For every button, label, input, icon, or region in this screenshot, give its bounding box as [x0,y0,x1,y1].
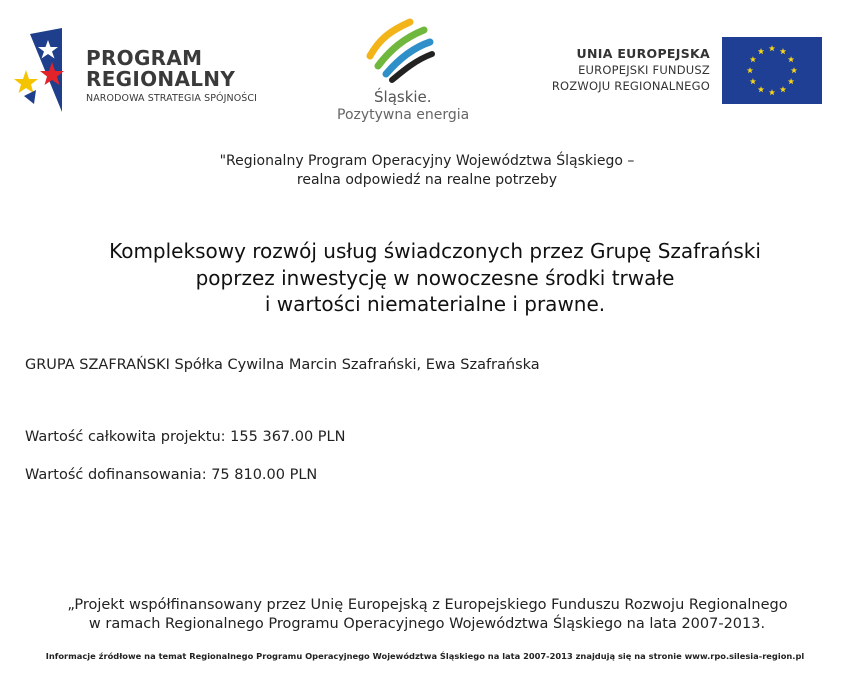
project-title [0,238,854,318]
program-regionalny-star-icon [10,26,72,116]
beneficiary-name: GRUPA SZAFRAŃSKI Spółka Cywilna Marcin Szafrański, Ewa Szafrańska [25,357,540,373]
program-motto [0,152,854,190]
slaskie-waves-icon [366,16,436,84]
project-title-line-2: poprzez inwestycję w nowoczesne środki trwałe [195,265,675,290]
slaskie-logo [330,16,470,128]
eu-logo-fund-line2: ROZWOJU REGIONALNEGO [551,79,710,93]
program-logo-title-line1: PROGRAM [86,46,203,70]
cofinancing-statement-line-1: „Projekt współfinansowany przez Unię Europejską z Europejskiego Funduszu Rozwoju Regionalnego [67,597,788,613]
program-logo-subtitle: NARODOWA STRATEGIA SPÓJNOŚCI [86,93,258,104]
cofinancing-value: Wartość dofinansowania: 75 810.00 PLN [25,467,318,483]
eu-fund-logo [530,36,830,106]
motto-line-2: realna odpowiedź na realne potrzeby [296,172,558,188]
program-regionalny-logo [10,26,290,116]
cofinancing-statement-line-2: w ramach Regionalnego Programu Operacyjnego Województwa Śląskiego na lata 2007-2013. [88,616,766,632]
project-title-line-3: i wartości niematerialne i prawne. [264,292,606,316]
slaskie-logo-tagline: Pozytywna energia [337,107,470,123]
cofinancing-statement [0,596,854,634]
project-title-line-1: Kompleksowy rozwój usług świadczonych przez Grupę Szafrański [109,239,761,263]
program-logo-title-line2: REGIONALNY [86,67,236,91]
eu-flag-icon [722,37,822,104]
slaskie-logo-name: Śląskie. [374,88,432,106]
eu-logo-title: UNIA EUROPEJSKA [576,46,710,61]
logo-header [0,0,854,135]
total-project-value: Wartość całkowita projektu: 155 367.00 PLN [25,429,346,445]
motto-line-1: "Regionalny Program Operacyjny Województwa Śląskiego – [219,153,635,169]
source-info-note: Informacje źródłowe na temat Regionalnego Programu Operacyjnego Województwa Śląskiego na lata 2007-2013 znajdują się na stronie www.rpo.silesia-region.pl [45,651,805,661]
eu-logo-fund-line1: EUROPEJSKI FUNDUSZ [578,63,710,77]
